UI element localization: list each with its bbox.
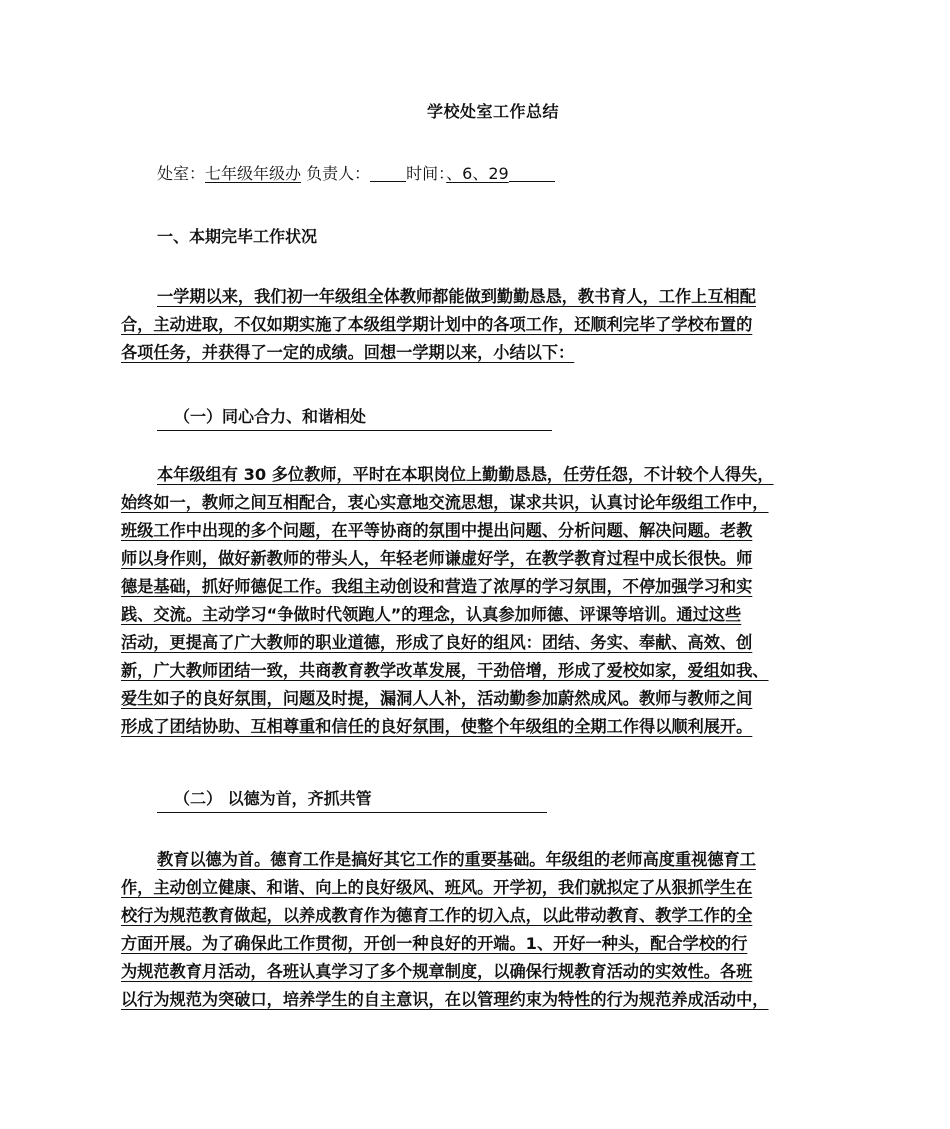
subsection-2-paragraph	[121, 846, 829, 1014]
paragraph-line: 一学期以来，我们初一年级组全体教师都能做到勤勤恳恳，教书育人，工作上互相配	[157, 287, 756, 306]
paragraph-line: 新，广大教师团结一致，共商教育教学改革发展，干劲倍增，形成了爱校如家，爱组如我、	[121, 661, 769, 680]
subsection-heading-1-text: （一）同心合力、和谐相处	[174, 407, 367, 426]
meta-line	[157, 161, 555, 184]
paragraph-line: 师以身作则，做好新教师的带头人，年轻老师谦虚好学，在教学教育过程中成长很快。师	[121, 549, 753, 568]
leader-label: 负责人：	[301, 164, 371, 183]
paragraph-line: 合，主动进取，不仅如期实施了本级组学期计划中的各项工作，还顺利完毕了学校布置的	[121, 315, 753, 334]
leader-blank	[370, 165, 406, 182]
paragraph-line: 始终如一，教师之间互相配合，衷心实意地交流思想，谋求共识，认真讨论年级组工作中，	[121, 493, 769, 512]
paragraph-line: 教育以德为首。德育工作是搞好其它工作的重要基础。年级组的老师高度重视德育工	[157, 850, 756, 869]
subsection-1-paragraph	[121, 461, 829, 741]
paragraph-line: 爱生如子的良好氛围，问题及时提，漏洞人人补，活动勤参加蔚然成风。教师与教师之间	[121, 689, 753, 708]
paragraph-line: 形成了团结协助、互相尊重和信任的良好氛围，使整个年级组的全期工作得以顺利展开。	[121, 717, 753, 736]
subsection-heading-1	[157, 404, 552, 431]
time-value: 、6、29	[446, 164, 509, 183]
paragraph-line: 践、交流。主动学习“争做时代领跑人”的理念，认真参加师德、评课等培训。通过这些	[121, 605, 742, 624]
paragraph-line: 作，主动创立健康、和谐、向上的良好级风、班风。开学初，我们就拟定了从狠抓学生在	[121, 878, 753, 897]
paragraph-line: 德是基础，抓好师德促工作。我组主动创设和营造了浓厚的学习氛围，不停加强学习和实	[121, 577, 753, 596]
paragraph-line: 校行为规范教育做起，以养成教育作为德育工作的切入点，以此带动教育、教学工作的全	[121, 906, 753, 925]
paragraph-line: 本年级组有 30 多位教师，平时在本职岗位上勤勤恳恳，任劳任怨，不计较个人得失，	[157, 465, 774, 484]
section-heading: 一、本期完毕工作状况	[157, 227, 318, 246]
time-blank	[509, 165, 555, 182]
subsection-heading-2	[157, 786, 547, 813]
time-label: 时间：	[406, 164, 447, 183]
subsection-heading-2-text: （二） 以德为首，齐抓共管	[174, 789, 372, 808]
office-label: 处室：	[157, 164, 206, 183]
paragraph-line: 班级工作中出现的多个问题，在平等协商的氛围中提出问题、分析问题、解决问题。老教	[121, 521, 753, 540]
office-value: 七年级年级办	[205, 164, 302, 183]
intro-paragraph	[121, 283, 829, 367]
paragraph-line: 活动，更提高了广大教师的职业道德，形成了良好的组风：团结、务实、奉献、高效、创	[121, 633, 753, 652]
paragraph-line: 为规范教育月活动，各班认真学习了多个规章制度，以确保行规教育活动的实效性。各班	[121, 962, 753, 981]
paragraph-line: 各项任务，并获得了一定的成绩。回想一学期以来，小结以下：	[121, 343, 575, 362]
paragraph-line: 以行为规范为突破口，培养学生的自主意识，在以管理约束为特性的行为规范养成活动中，	[121, 990, 769, 1009]
paragraph-line: 方面开展。为了确保此工作贯彻，开创一种良好的开端。1、开好一种头，配合学校的行	[121, 934, 748, 953]
document-title: 学校处室工作总结	[426, 102, 559, 121]
